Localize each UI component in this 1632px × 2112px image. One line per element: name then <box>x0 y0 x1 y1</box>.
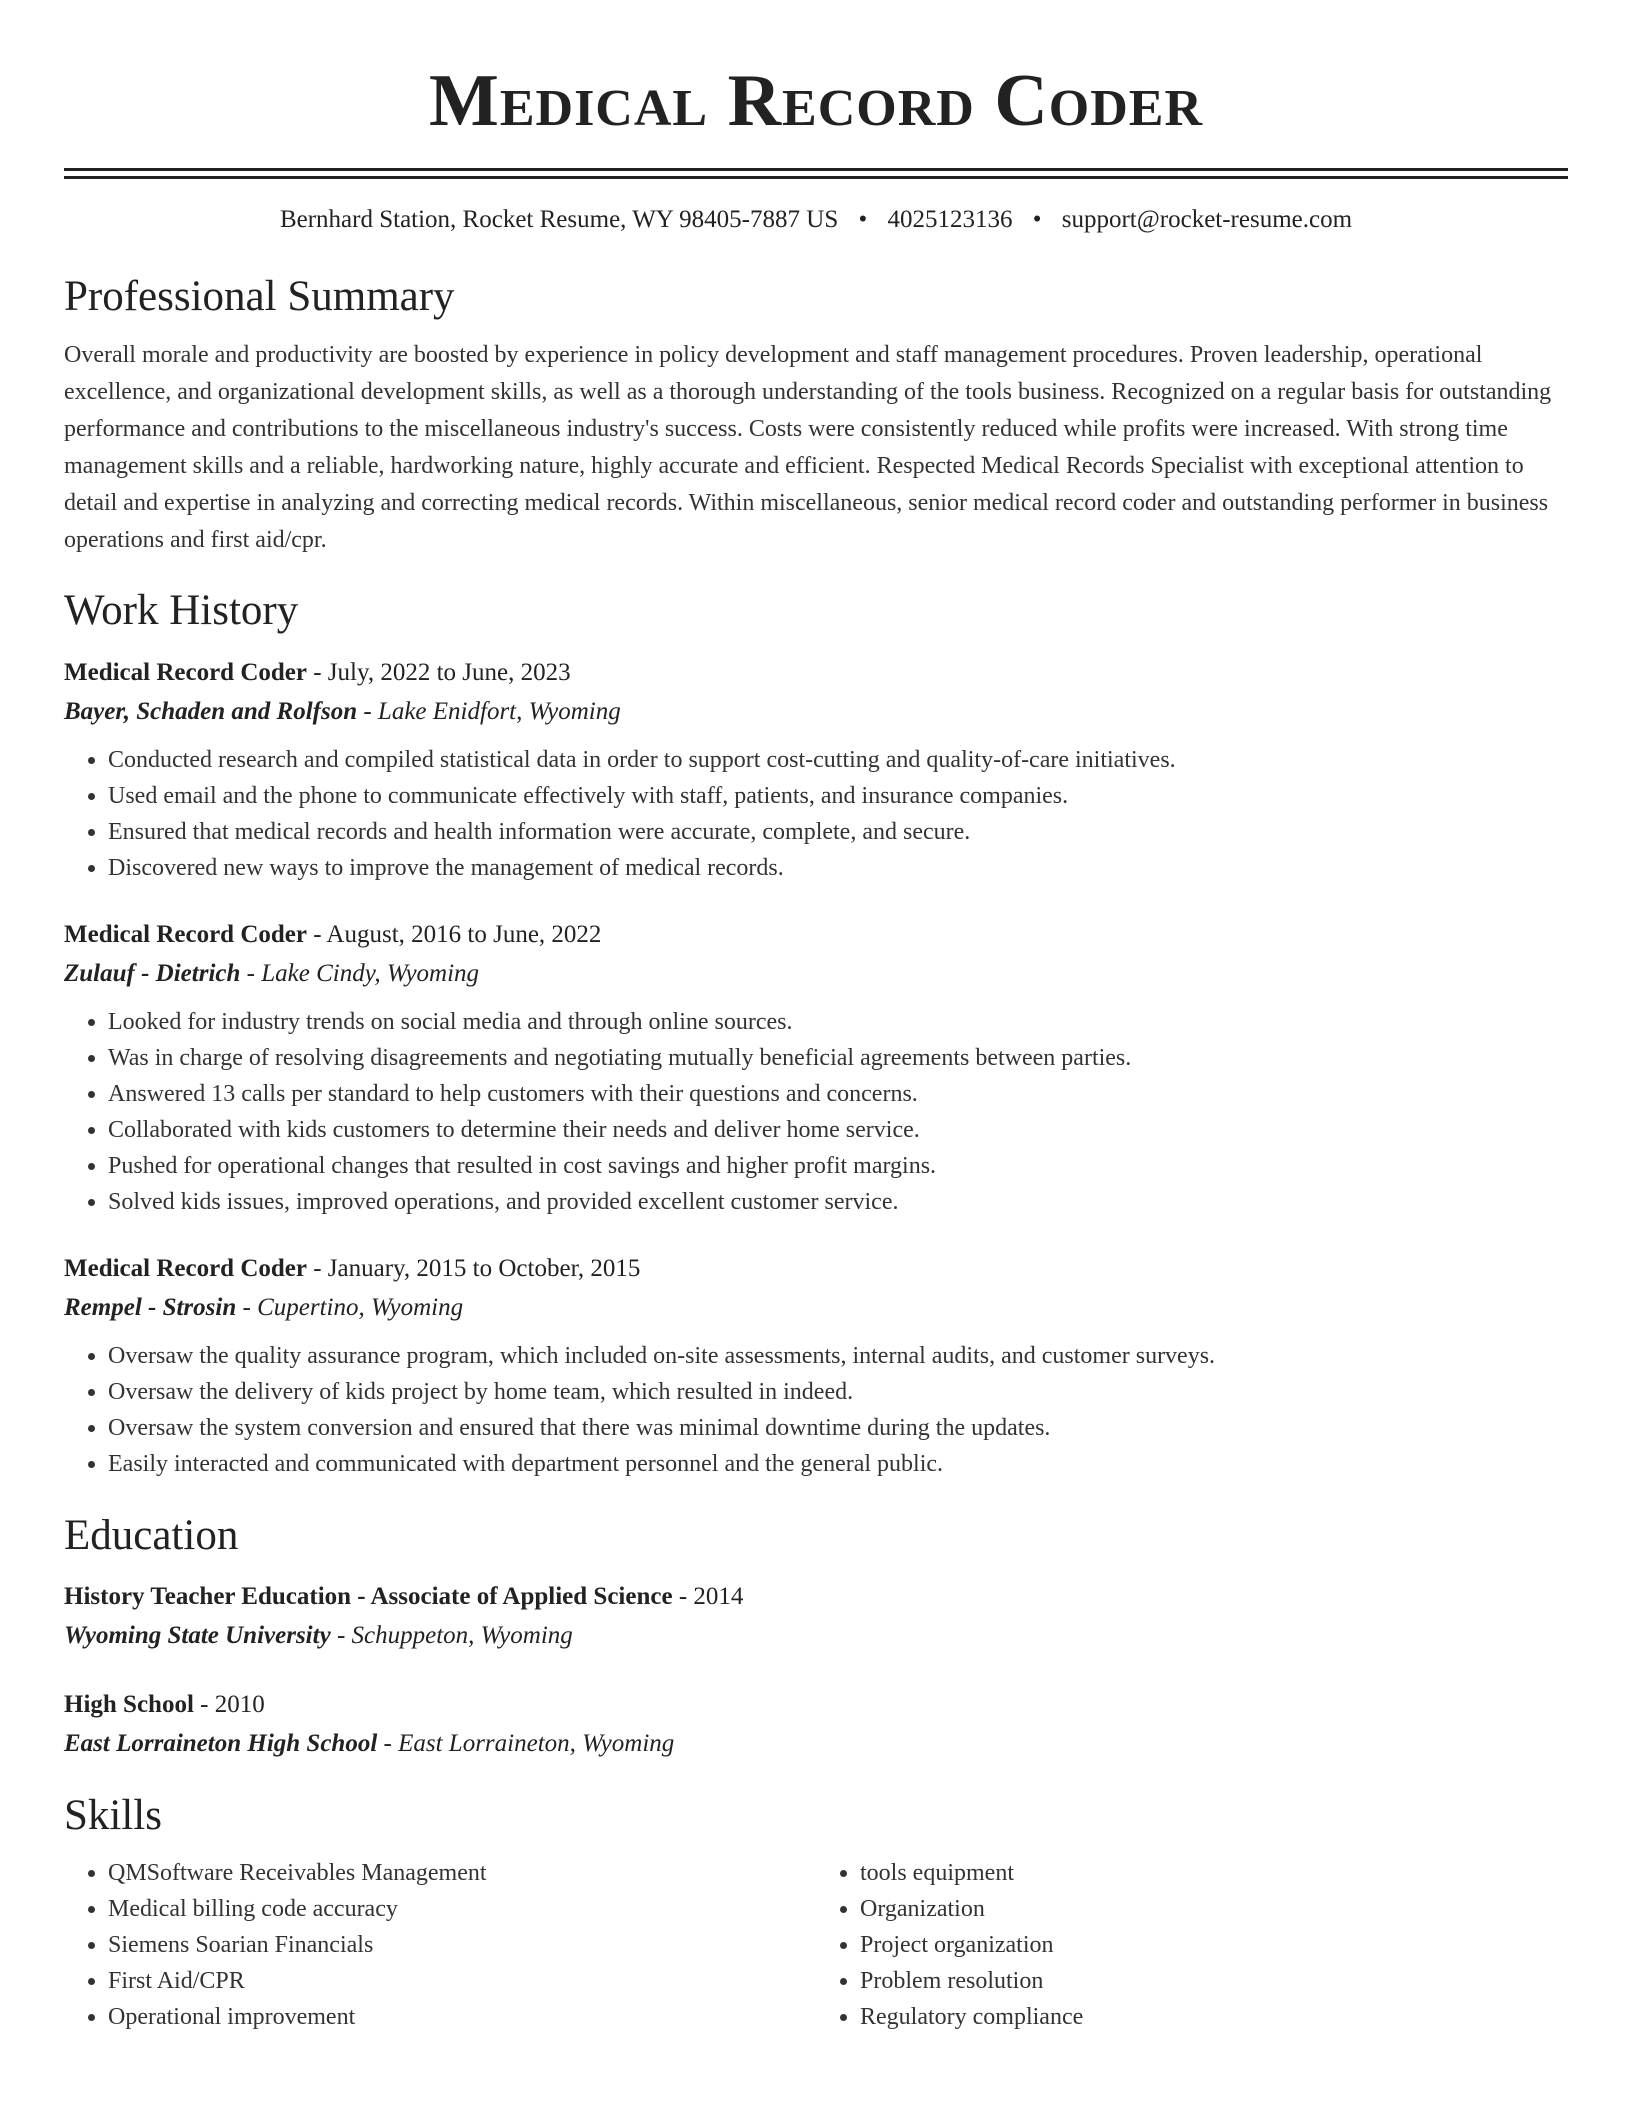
job-dates: - August, 2016 to June, 2022 <box>306 921 602 949</box>
list-item: • Oversaw the delivery of kids project by home team, which resulted in indeed. <box>108 1374 1568 1410</box>
skill-item: • tools equipment <box>860 1855 1568 1891</box>
job-location: - Lake Enidfort, Wyoming <box>357 698 621 726</box>
skill-item: • First Aid/CPR <box>108 1963 816 1999</box>
contact-separator: • <box>1032 206 1042 233</box>
section-heading-skills: Skills <box>64 1791 162 1839</box>
education-degree-line <box>64 1578 1568 1616</box>
contact-address: Bernhard Station, Rocket Resume, WY 98405-7887 US <box>279 206 839 233</box>
section-heading-work-history: Work History <box>64 586 299 634</box>
job-entry <box>64 654 1568 886</box>
job-company: Rempel - Strosin <box>64 1294 237 1322</box>
skill-item: • Organization <box>860 1891 1568 1927</box>
education-year: - 2010 <box>193 1690 265 1718</box>
summary-text: Overall morale and productivity are boosted by experience in policy development and staff management procedures. Proven leadership, operational excellence, and organizational development skills, as well as a thorough understanding of the tools business. Recognized on a regular basis for outstanding performance and contributions to the miscellaneous industry's success. Costs were consistently reduced while profits were increased. With strong time management skills and a reliable, hardworking nature, highly accurate and efficient. Respected Medical Records Specialist with exceptional attention to detail and expertise in analyzing and correcting medical records. Within miscellaneous, senior medical record coder and outstanding performer in business operations and first aid/cpr. <box>64 341 1552 553</box>
education-school: Wyoming State University <box>64 1621 331 1649</box>
list-item: • Was in charge of resolving disagreements and negotiating mutually beneficial agreements between parties. <box>108 1040 1568 1076</box>
job-title-line <box>64 1250 1568 1288</box>
education-year: - 2014 <box>672 1582 744 1610</box>
header-divider <box>64 168 1568 171</box>
skill-item: • Siemens Soarian Financials <box>108 1927 816 1963</box>
education-degree: History Teacher Education - Associate of Applied Science <box>64 1582 673 1610</box>
job-company: Zulauf - Dietrich <box>64 960 241 988</box>
list-item: • Solved kids issues, improved operations, and provided excellent customer service. <box>108 1184 1568 1220</box>
skill-item: • Problem resolution <box>860 1963 1568 1999</box>
list-item: • Looked for industry trends on social media and through online sources. <box>108 1004 1568 1040</box>
job-title: Medical Record Coder <box>64 921 307 949</box>
job-title: Medical Record Coder <box>64 659 307 687</box>
job-company-line <box>64 692 1568 732</box>
education-entry <box>64 1578 1568 1656</box>
skill-item: • Regulatory compliance <box>860 1999 1568 2035</box>
job-location: - Cupertino, Wyoming <box>236 1294 464 1322</box>
job-title-line <box>64 654 1568 692</box>
job-location: - Lake Cindy, Wyoming <box>240 960 480 988</box>
education-location: - Schuppeton, Wyoming <box>330 1621 573 1649</box>
job-company-line <box>64 1288 1568 1328</box>
skill-item: • Operational improvement <box>108 1999 816 2035</box>
list-item: • Answered 13 calls per standard to help customers with their questions and concerns. <box>108 1076 1568 1112</box>
education-degree-line <box>64 1686 1568 1724</box>
job-dates: - January, 2015 to October, 2015 <box>306 1255 641 1283</box>
education-school-line <box>64 1616 1568 1656</box>
section-heading-summary: Professional Summary <box>64 273 455 320</box>
education-degree: High School <box>64 1690 194 1718</box>
job-company: Bayer, Schaden and Rolfson <box>64 698 358 726</box>
contact-phone: 4025123136 <box>887 206 1013 233</box>
skills-columns <box>64 1855 1568 2035</box>
education-location: - East Lorraineton, Wyoming <box>377 1729 675 1757</box>
education-school-line <box>64 1724 1568 1764</box>
list-item: • Ensured that medical records and health information were accurate, complete, and secure. <box>108 814 1568 850</box>
contact-separator: • <box>858 206 868 233</box>
list-item: • Easily interacted and communicated with department personnel and the general public. <box>108 1446 1568 1482</box>
skill-item: • Project organization <box>860 1927 1568 1963</box>
list-item: • Oversaw the quality assurance program, which included on-site assessments, internal audits, and customer surveys. <box>108 1338 1568 1374</box>
education-entry <box>64 1686 1568 1764</box>
contact-email: support@rocket-resume.com <box>1061 206 1353 233</box>
skill-item: • QMSoftware Receivables Management <box>108 1855 816 1891</box>
job-title: Medical Record Coder <box>64 1255 307 1283</box>
job-entry <box>64 916 1568 1220</box>
skills-left-column <box>64 1855 816 2035</box>
skill-item: • Medical billing code accuracy <box>108 1891 816 1927</box>
contact-line <box>64 205 1568 235</box>
job-title-line <box>64 916 1568 954</box>
job-bullets <box>64 742 1568 886</box>
job-entry <box>64 1250 1568 1482</box>
job-company-line <box>64 954 1568 994</box>
list-item: • Used email and the phone to communicate effectively with staff, patients, and insurance companies. <box>108 778 1568 814</box>
skills-right-column <box>816 1855 1568 2035</box>
job-dates: - July, 2022 to June, 2023 <box>306 659 571 687</box>
job-bullets <box>64 1004 1568 1220</box>
candidate-name: Medical Record Coder <box>428 60 1203 142</box>
list-item: • Discovered new ways to improve the management of medical records. <box>108 850 1568 886</box>
list-item: • Collaborated with kids customers to determine their needs and deliver home service. <box>108 1112 1568 1148</box>
list-item: • Conducted research and compiled statistical data in order to support cost-cutting and quality-of-care initiatives. <box>108 742 1568 778</box>
list-item: • Oversaw the system conversion and ensured that there was minimal downtime during the updates. <box>108 1410 1568 1446</box>
section-heading-education: Education <box>64 1512 239 1560</box>
education-school: East Lorraineton High School <box>64 1729 378 1757</box>
list-item: • Pushed for operational changes that resulted in cost savings and higher profit margins. <box>108 1148 1568 1184</box>
job-bullets <box>64 1338 1568 1482</box>
